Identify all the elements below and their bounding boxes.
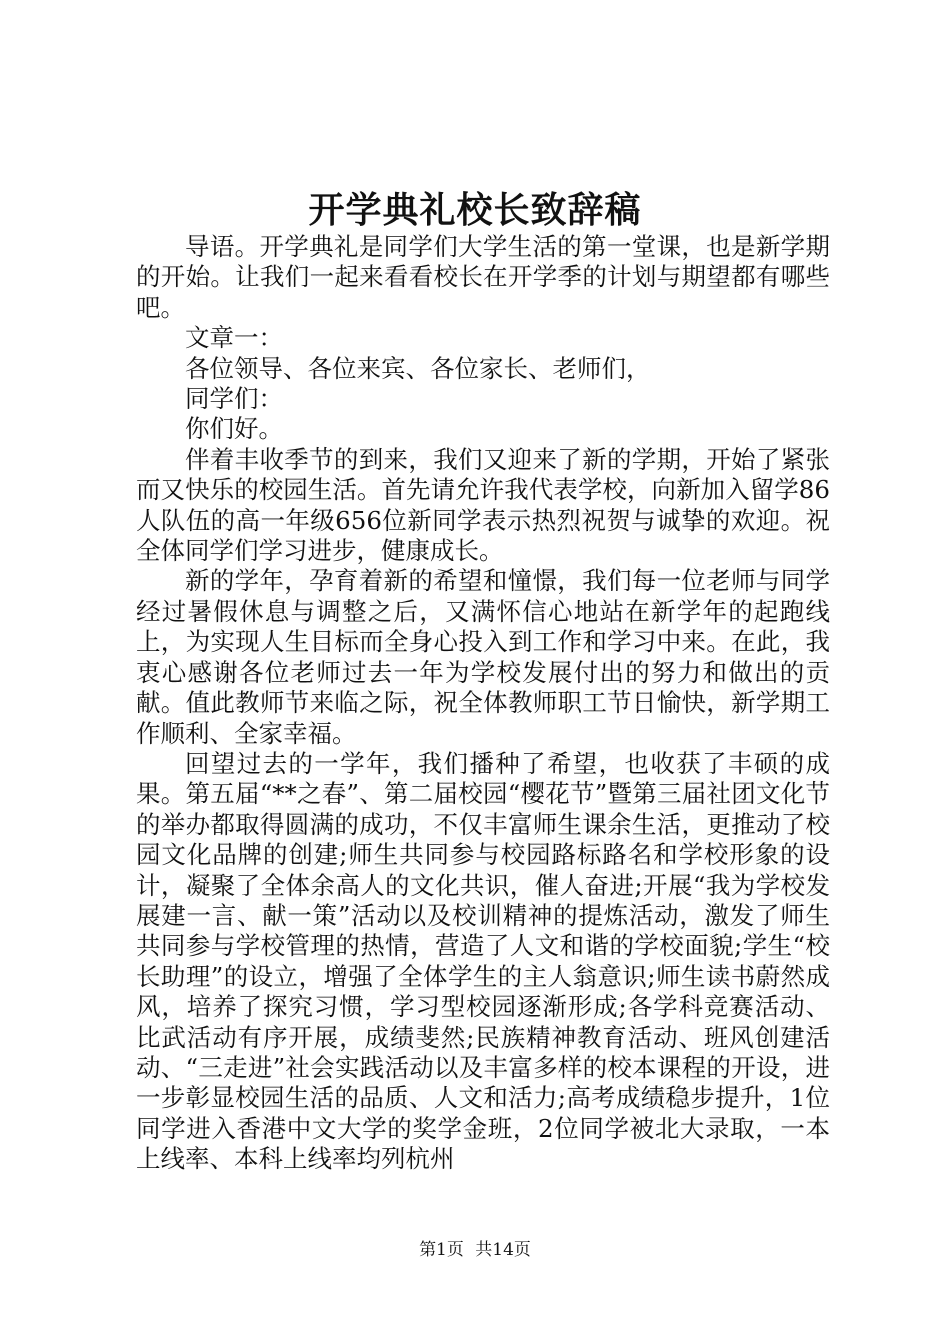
paragraph-new-year: 新的学年，孕育着新的希望和憧憬，我们每一位老师与同学经过暑假休息与调整之后，又满怀信心地站在新学年的起跑线上，为实现人生目标而全身心投入到工作和学习中来。在此，我衷心感谢各位老师过去一年为学校发展付出的努力和做出的贡献。值此教师节来临之际，祝全体教师职工节日愉快，新学期工作顺利、全家幸福。 [136,566,830,748]
page-footer [0,1238,950,1262]
document-body [136,232,830,1175]
document-title: 开学典礼校长致辞稿 [308,189,642,231]
paragraph-welcome: 伴着丰收季节的到来，我们又迎来了新的学期，开始了紧张而又快乐的校园生活。首先请允许我代表学校，向新加入留学86人队伍的高一年级656位新同学表示热烈祝贺与诚挚的欢迎。祝全体同学们学习进步，健康成长。 [136,444,830,566]
paragraph-intro: 导语。开学典礼是同学们大学生活的第一堂课，也是新学期的开始。让我们一起来看看校长在开学季的计划与期望都有哪些吧。 [136,232,830,322]
page-total: 共14页 [475,1240,531,1260]
paragraph-hello: 你们好。 [185,414,283,444]
paragraph-salutation: 各位领导、各位来宾、各位家长、老师们， [185,353,651,383]
paragraph-students-greeting: 同学们： [185,384,283,414]
paragraph-review: 回望过去的一学年，我们播种了希望，也收获了丰硕的成果。第五届“**之春”、第二届校园“樱花节”暨第三届社团文化节的举办都取得圆满的成功，不仅丰富师生课余生活，更推动了校园文化品牌的创建;师生共同参与校园路标路名和学校形象的设计，凝聚了全体余高人的文化共识，催人奋进;开展“我为学校发展建一言、献一策”活动以及校训精神的提炼活动，激发了师生共同参与学校管理的热情，营造了人文和谐的学校面貌;学生“校长助理”的设立，增强了全体学生的主人翁意识;师生读书蔚然成风，培养了探究习惯，学习型校园逐渐形成;各学科竞赛活动、比武活动有序开展，成绩斐然;民族精神教育活动、班风创建活动、“三走进”社会实践活动以及丰富多样的校本课程的开设，进一步彰显校园生活的品质、人文和活力;高考成绩稳步提升，1位同学进入香港中文大学的奖学金班，2位同学被北大录取，一本上线率、本科上线率均列杭州 [136,748,830,1174]
page-number: 第1页 [419,1240,464,1260]
paragraph-article-label: 文章一： [185,323,283,353]
